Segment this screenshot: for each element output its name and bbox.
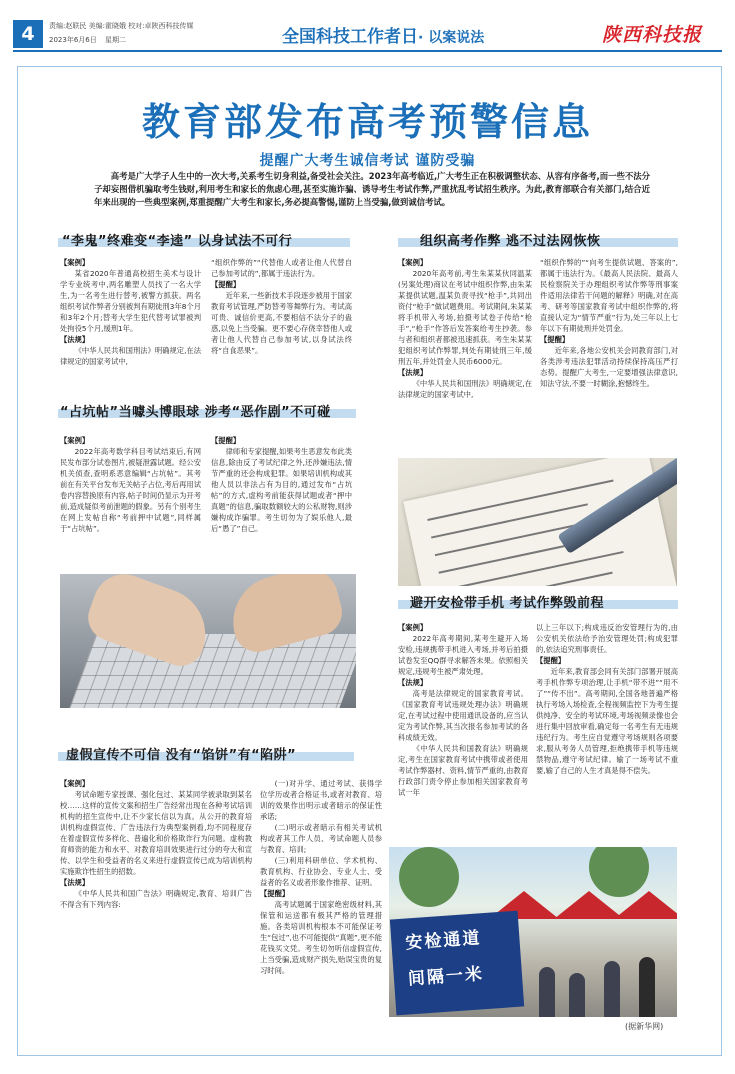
section-tag: 【案例】 [398,258,428,267]
masthead-rule [13,50,722,52]
keyboard-photo [60,574,356,708]
article-intro: 高考是广大学子人生中的一次大考,关系考生切身利益,备受社会关注。2023年高考临近,广大考生正在积极调整状态、从容有序备考,而一些不法分子却妄图借机骗取考生钱财,利用考生和家长的焦虑心理,甚至实施诈骗、诱导考生考试作弊,严重扰乱考试招生秩序。为此,教育部联合有关部门,结合近年来出现的一些典型案例,郑重提醒广大考生和家长,务必提高警惕,谨防上当受骗,做到诚信考试。 [94,171,650,207]
person-figure [569,973,585,1017]
paragraph: (三)利用科研单位、学术机构、教育机构、行业协会、专业人士、受益者的名义或者形象作推荐、证明。 [260,856,382,887]
article-subtitle: 提醒广大考生诚信考试 谨防受骗 [259,153,476,169]
section-tag: 【案例】 [60,436,90,445]
article-title: 教育部发布高考预警信息 [141,100,593,144]
section-tag: 【法规】 [60,335,90,344]
paragraph: 2020年高考前,考生朱某某伙同温某(另案处理)商议在考试中组织作弊,由朱某某提供试题,温某负责寻找“枪手”,共同出资付“枪手”做试题费用。考试期间,朱某某将手机带入考场,拍摄考试卷子传给“枪手”,“枪手”作答后发答案给考生抄袭。参与者和组织者都被迅速抓获。考生朱某某犯组织考试作弊罪,判处有期徒刑三年,缓刑五年,并处罚金人民币6000元。 [398,269,532,366]
paper-text-line [427,479,613,520]
newspaper-logo: 陕西科技报 [602,24,703,46]
section-tag: 【法规】 [398,368,428,377]
section-headline: “李鬼”终难变“李逵” 以身试法不可行 [62,234,293,249]
keyboard-keys [64,634,356,708]
paragraph: 《中华人民共和国刑法》明确规定,在法律规定的国家考试中, [60,346,201,366]
paragraph: 近年来,教育部会同有关部门部署开展高考手机作弊专项治理,让手机“带不进”“用不了”“传不出”。高考期间,全国各地普遍严格执行考场入场检查,全程视频监控下为考生提供纯净、安全的考试环境,考场视频录像也会进行集中回放审看,确定每一名考生有无违规违纪行为。考生应自觉遵守考场规则各项要求,服从考务人员管理,拒绝携带手机等违规禁物品,遵守考试纪律。输了一场考试不重要,输了自己的人生才真是得不偿失。 [536,667,678,775]
section-body [211,435,352,571]
paragraph: (一)对升学、通过考试、获得学位学历或者合格证书,或者对教育、培训的效果作出明示或者暗示的保证性承诺; [260,779,382,821]
masthead-date [49,35,132,45]
section-headline: 避开安检带手机 考试作弊毁前程 [410,596,605,611]
person-figure [639,957,655,1017]
designer-credit: 美编:霍晓娥 [88,22,126,30]
paragraph: 考试命题专家授课、强化包过、某某同学被录取到某名校……这样的宣传文案和招生广告经常出现在各种考试培训机构的招生宣传中,让不少家长信以为真。从公开的教育培训机构虚假宣传、广告违法行为典型案例看,均不同程度存在着虚假宣传多样化、普遍化和价格欺诈行为问题。虚构教育师资的能力和水平、对教育培训效果进行过分的夸大和宣传、以学生和受益者的名义来进行虚假宣传已成为培训机构实施欺诈性招生的招数。 [60,790,252,876]
column-title-main: 全国科技工作者日 [282,27,418,47]
section-headline: 组织高考作弊 逃不过法网恢恢 [420,234,601,249]
exam-paper-photo [398,458,677,586]
paragraph: 高考试题属于国家绝密级材料,其保管和运送都有极其严格的管理措施。各类培训机构根本不可能保证考生“包过”,也不可能提供“真题”,更不能花钱买文凭。考生切勿听信虚假宣传,上当受骗,造成财产损失,贻误宝贵的复习时间。 [260,900,382,975]
paragraph: 《中华人民共和国教育法》明确规定,考生在国家教育考试中携带或者使用考试作弊器材、资料,情节严重的,由教育行政部门责令停止参加相关国家教育考试一年 [398,744,528,797]
column-title-sub: · 以案说法 [418,30,485,46]
security-sign [390,911,524,1016]
paragraph: 2022年高考期间,某考生避开入场安检,违规携带手机进入考场,并考后拍摄试卷发至QQ群寻求解答未果。依照相关规定,违规考生被严肃处理。 [398,634,528,676]
person-figure [539,967,555,1017]
section-tag: 【法规】 [60,878,90,887]
security-gate-photo [389,847,677,1017]
page-number: 4 [13,20,43,48]
exam-paper-sheet [403,458,677,586]
paragraph: 以上三年以下;构成违反治安管理行为的,由公安机关依法给予治安管理处罚;构成犯罪的,依法追究刑事责任。 [536,623,678,654]
section-headline: 虚假宣传不可信 没有“馅饼”有“陷阱” [66,748,297,763]
editor-credit: 责编:赵联民 [49,22,87,30]
paragraph: 《中华人民共和国广告法》明确规定,教育、培训广告不得含有下列内容: [60,889,252,909]
section-tag: 【提醒】 [260,889,290,898]
photo-caption: (据新华网) [625,1022,664,1031]
section-body [536,622,678,844]
paragraph: “组织作弊的”“代替他人或者让他人代替自己参加考试的”,都属于违法行为。 [211,258,352,278]
sign-text-line2: 间隔一米 [407,964,485,990]
paragraph: (二)明示或者暗示有相关考试机构或者其工作人员、考试命题人员参与教育、培训; [260,823,382,854]
tree [589,847,649,897]
paragraph: 2022年高考数学科目考试结束后,有网民发布部分试卷图片,被疑泄露试题。经公安机关侦查,查明系恶意编辑“占坑帖”。其考前在有关平台发布无关帖子占位,考后再用试卷内容替换原有内容,帖子时间仍显示为开考前,造成疑似考前泄题的假象。另有个别考生在网上发帖自称“考前押中试题”,同样属于“占坑帖”。 [60,447,201,533]
paper-text-line [442,551,623,586]
paragraph: 律师和专家提醒,如果考生恶意发布此类信息,除由反了考试纪律之外,还涉嫌违法,情节严重的还会构成犯罪。如果培训机构或其他人员以非法占有为目的,通过发布“占坑帖”的方式,虚构考前能获得试题或者“押中真题”的信息,骗取数额较大的公私财物,则涉嫌构成诈骗罪。考生切勿为了娱乐他人,最后“愚了”自己。 [211,447,352,533]
paragraph: “组织作弊的”“向考生提供试题、答案的”,都属于违法行为。《最高人民法院、最高人民检察院关于办理组织考试作弊等刑事案件适用法律若干问题的解释》明确,对在高考、研考等国家教育考试中组织作弊的,将直接认定为“情节严重”行为,处三年以上七年以下有期徒刑并处罚金。 [540,258,678,333]
section-body [211,257,352,369]
section-tag: 【法规】 [398,678,428,687]
section-tag: 【提醒】 [536,656,566,665]
section-body [398,257,532,455]
masthead [0,20,735,50]
person-figure [604,961,620,1017]
section-headline: “占坑帖”当噱头博眼球 涉考“恶作剧”不可碰 [60,405,331,420]
section-tag: 【提醒】 [540,335,570,344]
issue-weekday: 星期二 [104,36,126,44]
section-body [260,778,382,1036]
paragraph: 近年来,各地公安机关会同教育部门,对各类涉考违法犯罪活动持续保持高压严打态势。提醒广大考生,一定要增强法律意识,知法守法,不要一时糊涂,抱憾终生。 [540,346,678,388]
section-body [60,778,252,1036]
section-tag: 【案例】 [398,623,428,632]
proofreader-credit: 校对:卓陕西科技传媒 [128,22,194,30]
section-body [60,257,201,369]
section-body [60,435,201,571]
paragraph: 高考是法律规定的国家教育考试。《国家教育考试违规处理办法》明确规定,在考试过程中使用通讯设备的,应当认定为考试作弊,其当次报名参加考试的各科成绩无效。 [398,689,528,742]
paragraph: 《中华人民共和国刑法》明确规定,在法律规定的国家考试中, [398,379,532,399]
tree [399,847,459,907]
section-tag: 【提醒】 [211,436,241,445]
section-tag: 【案例】 [60,779,90,788]
column-title [282,22,484,47]
sign-text-line1: 安检通道 [404,928,483,954]
section-body [540,257,678,455]
section-tag: 【案例】 [60,258,90,267]
masthead-credits [49,21,194,31]
paragraph: 近年来,一些新技术手段逐步被用于国家教育考试管理,严防替考等舞弊行为。考试高可贵、诚信价更高,不要相信不法分子的蛊惑,以免上当受骗。更不要心存侥幸替他人或者让他人代替自己参加考试,以身试法终将“自食恶果”。 [211,291,352,355]
paragraph: 某省2020年普通高校招生美术与设计学专业统考中,两名雕塑人员找了一名大学生,为一名考生进行替考,被警方抓获。两名组织考试作弊者分别被判有期徒刑3年8个月和3年2个月;替考大学生犯代替考试罪被判处拘役5个月,缓刑1年。 [60,269,201,333]
issue-date: 2023年6月6日 [49,36,97,44]
section-body [398,622,528,844]
section-tag: 【提醒】 [211,280,241,289]
